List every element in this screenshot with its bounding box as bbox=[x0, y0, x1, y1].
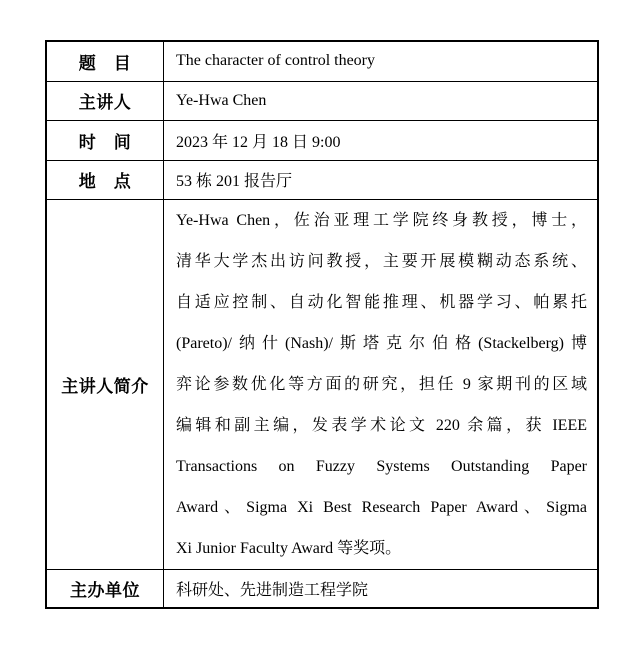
bio-line: (Pareto)/纳什(Nash)/斯塔克尔伯格(Stackelberg)博 bbox=[176, 335, 587, 352]
row-time bbox=[47, 121, 597, 161]
bio-line: Xi Junior Faculty Award 等奖项。 bbox=[176, 540, 402, 557]
lecture-info-table bbox=[45, 40, 599, 609]
row-location bbox=[47, 161, 597, 201]
row-time-value: 2023 年 12 月 18 日 9:00 bbox=[176, 133, 341, 151]
row-organizer-label: 主办单位 bbox=[47, 570, 164, 607]
row-title-label: 题 目 bbox=[47, 42, 164, 81]
bio-line: 弈论参数优化等方面的研究，担任 9 家期刊的区域 bbox=[176, 376, 587, 393]
row-location-value: 53 栋 201 报告厅 bbox=[176, 173, 293, 191]
row-location-label: 地 点 bbox=[47, 161, 164, 200]
bio-line: 编辑和副主编，发表学术论文 220 余篇，获 IEEE bbox=[176, 417, 587, 434]
bio-line: 清华大学杰出访问教授，主要开展模糊动态系统、 bbox=[176, 253, 587, 270]
row-organizer-value: 科研处、先进制造工程学院 bbox=[176, 582, 369, 599]
row-title bbox=[47, 42, 597, 82]
bio-line: Award、Sigma Xi Best Research Paper Award、Sigma bbox=[176, 499, 587, 516]
bio-line: 自适应控制、自动化智能推理、机器学习、帕累托 bbox=[176, 294, 587, 311]
row-speaker bbox=[47, 82, 597, 122]
row-bio bbox=[47, 200, 597, 570]
row-bio-label: 主讲人简介 bbox=[47, 200, 164, 569]
row-time-label: 时 间 bbox=[47, 121, 164, 160]
row-speaker-label: 主讲人 bbox=[47, 82, 164, 121]
row-organizer bbox=[47, 570, 597, 607]
row-bio-value bbox=[164, 200, 597, 569]
row-title-value: The character of control theory bbox=[176, 52, 376, 70]
bio-line: Transactions on Fuzzy Systems Outstanding Paper bbox=[176, 458, 587, 475]
row-speaker-value: Ye-Hwa Chen bbox=[176, 91, 267, 109]
bio-line: Ye-Hwa Chen，佐治亚理工学院终身教授，博士， bbox=[176, 212, 587, 229]
